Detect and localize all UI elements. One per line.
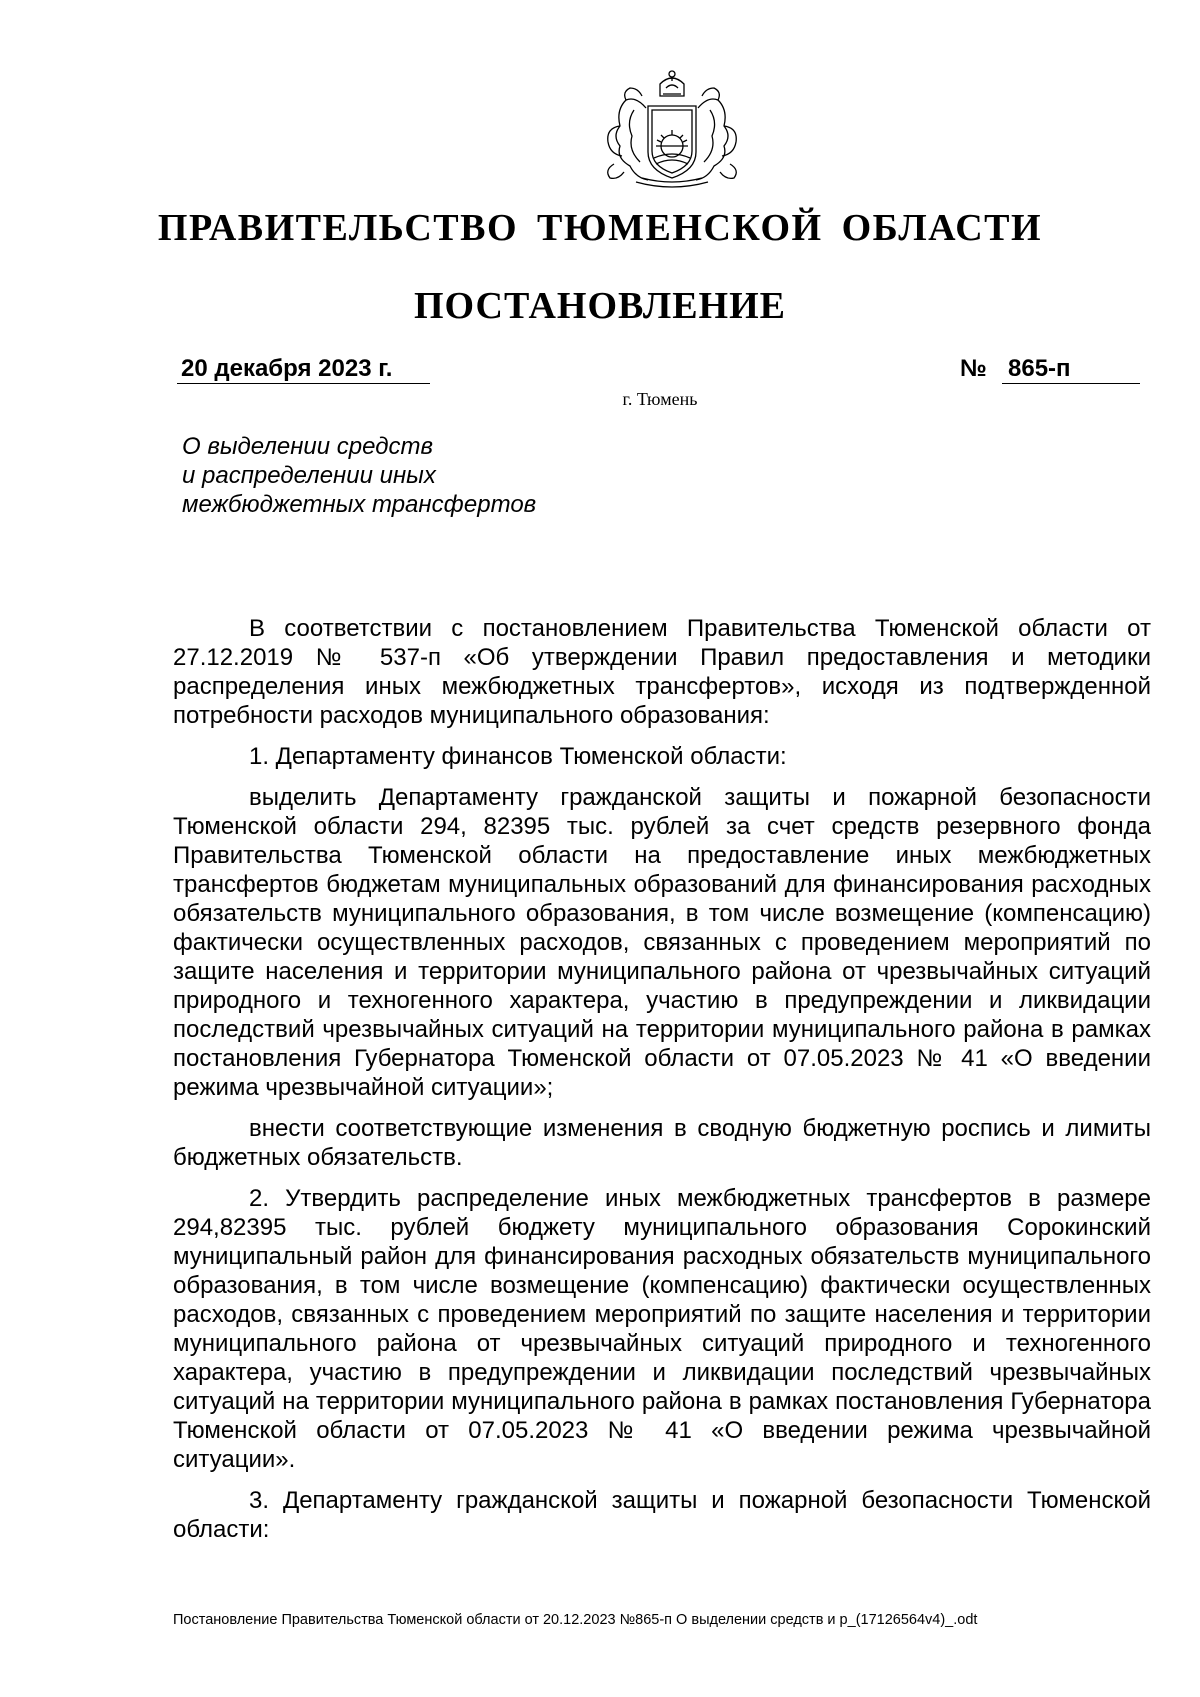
document-number-block xyxy=(960,354,1140,384)
coat-of-arms-icon xyxy=(596,66,748,192)
document-number: 865-п xyxy=(1002,354,1140,384)
document-city: г. Тюмень xyxy=(622,389,698,409)
document-date: 20 декабря 2023 г. xyxy=(177,354,430,384)
body-paragraph: внести соответствующие изменения в сводную бюджетную роспись и лимиты бюджетных обязательств. xyxy=(173,1115,1151,1171)
organization-title: ПРАВИТЕЛЬСТВО ТЮМЕНСКОЙ ОБЛАСТИ xyxy=(157,207,1043,249)
number-sign: № xyxy=(960,355,987,382)
body-paragraph: 3. Департаменту гражданской защиты и пожарной безопасности Тюменской области: xyxy=(173,1487,1151,1543)
subject-line: О выделении средств xyxy=(182,433,434,460)
body-paragraph: 2. Утвердить распределение иных межбюджетных трансфертов в размере 294,82395 тыс. рублей бюджету муниципального образования Сорокинский муниципальный район для финансирования расходных обязательств муниципального образования, в том числе возмещение (компенсацию) фактически осуществленных расходов, связанных с проведением мероприятий по защите населения и территории муниципального района от чрезвычайных ситуаций природного и техногенного характера, участию в предупреждении и ликвидации последствий чрезвычайных ситуаций на территории муниципального района в рамках постановления Губернатора Тюменской области от 07.05.2023 № 41 «О введении режима чрезвычайной ситуации». xyxy=(173,1185,1151,1473)
body-paragraph: В соответствии с постановлением Правительства Тюменской области от 27.12.2019 № 537-п «Об утверждении Правил предоставления и методики распределения иных межбюджетных трансфертов», исходя из подтвержденной потребности расходов муниципального образования: xyxy=(173,615,1151,729)
body-paragraph: выделить Департаменту гражданской защиты и пожарной безопасности Тюменской области 294, 82395 тыс. рублей за счет средств резервного фонда Правительства Тюменской области на предоставление иных межбюджетных трансфертов бюджетам муниципальных образований для финансирования расходных обязательств муниципального образования, в том числе возмещение (компенсацию) фактически осуществленных расходов, связанных с проведением мероприятий по защите населения и территории муниципального района от чрезвычайных ситуаций природного и техногенного характера, участию в предупреждении и ликвидации последствий чрезвычайных ситуаций на территории муниципального района в рамках постановления Губернатора Тюменской области от 07.05.2023 № 41 «О введении режима чрезвычайной ситуации»; xyxy=(173,784,1151,1101)
subject-line: межбюджетных трансфертов xyxy=(182,491,537,518)
document-subject xyxy=(182,432,742,519)
body-paragraph: 1. Департаменту финансов Тюменской области: xyxy=(249,743,787,770)
subject-line: и распределении иных xyxy=(182,462,436,489)
document-type-title: ПОСТАНОВЛЕНИЕ xyxy=(413,285,787,327)
page-footer: Постановление Правительства Тюменской области от 20.12.2023 №865-п О выделении средств и р_(17126564v4)_.odt xyxy=(173,1612,978,1628)
document-body xyxy=(173,614,1151,1556)
